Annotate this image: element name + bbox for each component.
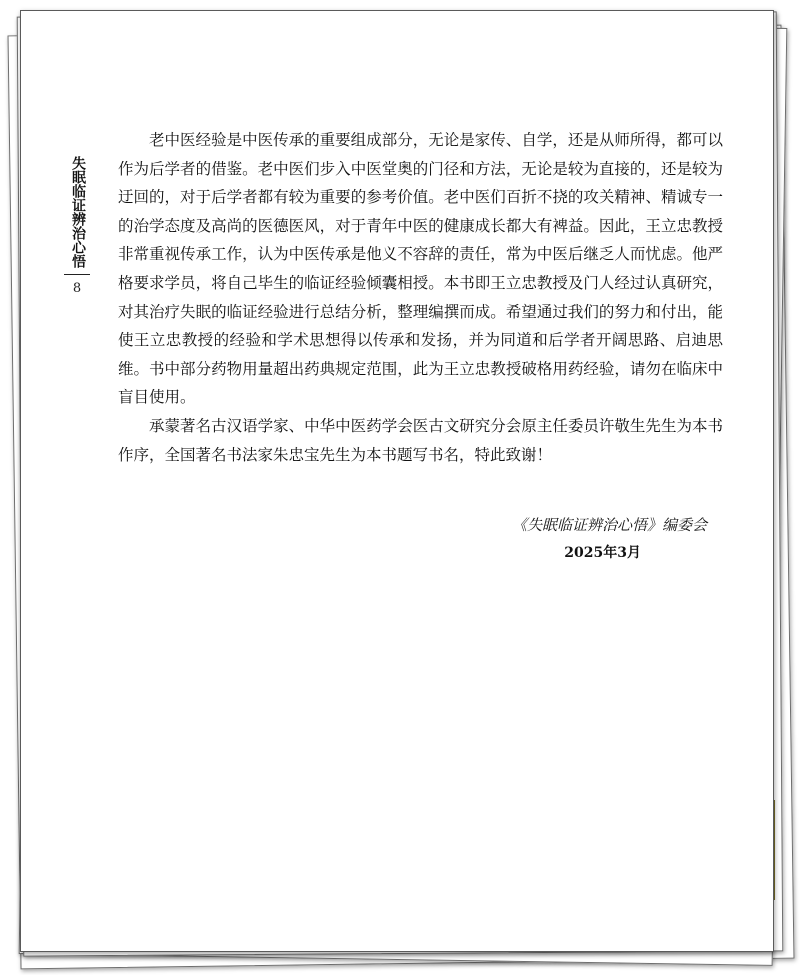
paragraph: 老中医经验是中医传承的重要组成部分，无论是家传、自学，还是从师所得，都可以作为后学者的借鉴。老中医们步入中医堂奥的门径和方法，无论是较为直接的，还是较为迂回的，对于后学者都有较为重要的参考价值。老中医们百折不挠的攻关精神、精诚专一的治学态度及高尚的医德医风，对于青年中医的健康成长都大有裨益。因此，王立忠教授非常重视传承工作，认为中医传承是他义不容辞的责任，常为中医后继乏人而忧虑。他严格要求学员，将自己毕生的临证经验倾囊相授。本书即王立忠教授及门人经过认真研究，对其治疗失眠的临证经验进行总结分析，整理编撰而成。希望通过我们的努力和付出，能使王立忠教授的经验和学术思想得以传承和发扬，并为同道和后学者开阔思路、启迪思维。书中部分药物用量超出药典规定范围，此为王立忠教授破格用药经验，请勿在临床中盲目使用。 (118, 131, 723, 407)
date: 2025年3月 (564, 545, 641, 561)
running-head: 失眠临证辨治心悟 (70, 156, 86, 268)
body-text (118, 126, 723, 469)
paragraph: 承蒙著名古汉语学家、中华中医药学会医古文研究分会原主任委员许敬生先生为本书作序，全国著名书法家朱忠宝先生为本书题写书名，特此致谢！ (118, 416, 723, 464)
running-head-rule (64, 274, 90, 275)
document-page (20, 10, 774, 952)
page-number: 8 (72, 281, 82, 296)
signature: 《失眠临证辨治心悟》编委会 (511, 516, 707, 534)
